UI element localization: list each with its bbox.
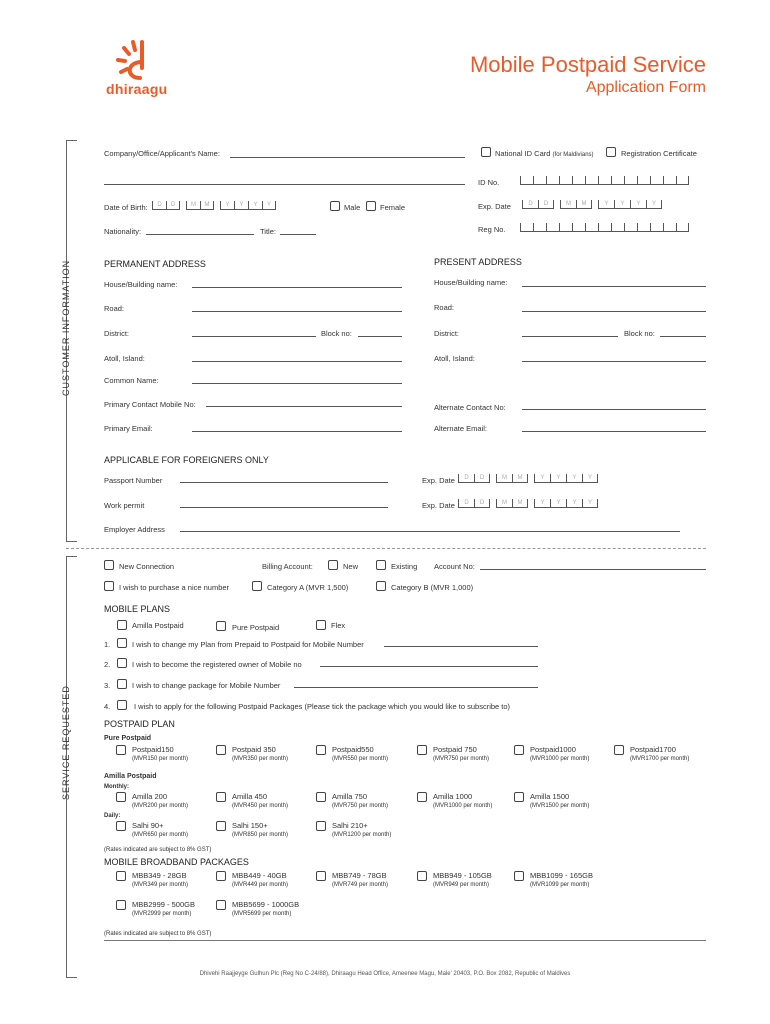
nice-number-checkbox[interactable]: [104, 581, 114, 591]
work-permit-label: Work permit: [104, 501, 145, 510]
new-connection-label: New Connection: [119, 562, 175, 571]
monthly-label: Monthly:: [104, 784, 129, 790]
pure-postpaid-package-checkbox[interactable]: [316, 745, 326, 755]
pure-postpaid-checkbox[interactable]: [216, 621, 226, 631]
female-checkbox[interactable]: [366, 201, 376, 211]
exp-date-label: Exp. Date: [478, 202, 511, 211]
amilla-package-name: Amilla 1500: [530, 792, 570, 801]
billing-new-label: New: [343, 562, 359, 571]
amilla-package-checkbox[interactable]: [316, 792, 326, 802]
salhi-package-checkbox[interactable]: [116, 821, 126, 831]
pure-postpaid-label: Pure Postpaid: [232, 623, 280, 632]
id-no-field[interactable]: [520, 176, 689, 185]
billing-new-checkbox[interactable]: [328, 560, 338, 570]
dob-label: Date of Birth:: [104, 203, 148, 212]
broadband-package-checkbox[interactable]: [216, 900, 226, 910]
option-2-checkbox[interactable]: [117, 658, 127, 668]
pure-postpaid-package-price: (MVR750 per month): [433, 756, 490, 762]
salhi-package-name: Salhi 150+: [232, 821, 268, 830]
amilla-package-checkbox[interactable]: [216, 792, 226, 802]
category-a-label: Category A (MVR 1,500): [267, 583, 349, 592]
pure-postpaid-package-checkbox[interactable]: [216, 745, 226, 755]
amilla-package-price: (MVR1000 per month): [433, 803, 493, 809]
alt-email-field[interactable]: [522, 431, 706, 432]
broadband-package-price: (MVR949 per month): [433, 882, 490, 888]
flex-label: Flex: [331, 621, 346, 630]
national-id-checkbox[interactable]: [481, 147, 491, 157]
amilla-package-price: (MVR750 per month): [332, 803, 389, 809]
category-b-label: Category B (MVR 1,000): [391, 583, 474, 592]
broadband-package-price: (MVR1099 per month): [530, 882, 590, 888]
pres-block-field[interactable]: [660, 336, 706, 337]
reg-no-field[interactable]: [520, 223, 689, 232]
logo: [98, 38, 188, 100]
passport-label: Passport Number: [104, 476, 163, 485]
amilla-package-price: (MVR200 per month): [132, 803, 189, 809]
broadband-package-checkbox[interactable]: [514, 871, 524, 881]
work-permit-field[interactable]: [180, 507, 388, 508]
broadband-gst-note: (Rates indicated are subject to 8% GST): [104, 931, 212, 937]
salhi-package-name: Salhi 210+: [332, 821, 368, 830]
work-permit-exp-field[interactable]: D D M M Y Y Y Y: [458, 499, 598, 508]
pure-postpaid-package-name: Postpaid 350: [232, 745, 276, 754]
mobile-plans-heading: MOBILE PLANS: [104, 604, 171, 614]
amilla-package-checkbox[interactable]: [116, 792, 126, 802]
nationality-field[interactable]: [146, 234, 254, 235]
pure-postpaid-package-checkbox[interactable]: [514, 745, 524, 755]
option-1-label: I wish to change my Plan from Prepaid to Postpaid for Mobile Number: [132, 640, 364, 649]
broadband-package-name: MBB349 - 28GB: [132, 871, 187, 880]
flex-checkbox[interactable]: [316, 620, 326, 630]
broadband-package-price: (MVR449 per month): [232, 882, 289, 888]
perm-block-label: Block no:: [321, 329, 352, 338]
company-name-field[interactable]: [230, 157, 465, 158]
permanent-address-heading: PERMANENT ADDRESS: [104, 259, 206, 269]
pres-district-field[interactable]: [522, 336, 618, 337]
account-no-field[interactable]: [480, 569, 706, 570]
title-field[interactable]: [280, 234, 316, 235]
pure-postpaid-package-price: (MVR1000 per month): [530, 756, 590, 762]
category-b-checkbox[interactable]: [376, 581, 386, 591]
pres-block-label: Block no:: [624, 329, 655, 338]
option-1-field[interactable]: [384, 646, 538, 647]
amilla-postpaid-label: Amilla Postpaid: [132, 621, 184, 630]
pres-road-label: Road:: [434, 303, 455, 312]
work-permit-exp-label: Exp. Date: [422, 501, 455, 510]
employer-address-field[interactable]: [180, 531, 680, 532]
passport-exp-label: Exp. Date: [422, 476, 455, 485]
option-1-number: 1.: [104, 640, 111, 649]
page-subtitle: Application Form: [585, 79, 706, 96]
company-name-label: Company/Office/Applicant's Name:: [104, 149, 220, 158]
postpaid-plan-heading: POSTPAID PLAN: [104, 719, 175, 729]
option-2-field[interactable]: [320, 666, 538, 667]
pure-postpaid-package-price: (MVR1700 per month): [630, 756, 690, 762]
perm-road-label: Road:: [104, 304, 125, 313]
broadband-heading: MOBILE BROADBAND PACKAGES: [104, 857, 249, 867]
broadband-package-checkbox[interactable]: [116, 900, 126, 910]
male-label: Male: [344, 203, 361, 212]
pres-house-label: House/Building name:: [434, 278, 508, 287]
option-2-number: 2.: [104, 660, 111, 669]
pres-house-field[interactable]: [522, 286, 706, 287]
primary-mobile-label: Primary Contact Mobile No:: [104, 400, 196, 409]
daily-label: Daily:: [104, 813, 121, 819]
passport-field[interactable]: [180, 482, 388, 483]
option-3-checkbox[interactable]: [117, 679, 127, 689]
broadband-package-name: MBB949 - 105GB: [433, 871, 492, 880]
perm-road-field[interactable]: [192, 311, 402, 312]
pres-district-label: District:: [434, 329, 459, 338]
option-4-checkbox[interactable]: [117, 700, 127, 710]
option-4-number: 4.: [104, 702, 111, 711]
billing-account-label: Billing Account:: [262, 562, 313, 571]
broadband-package-name: MBB5699 - 1000GB: [232, 900, 300, 909]
salhi-package-name: Salhi 90+: [132, 821, 164, 830]
broadband-package-checkbox[interactable]: [417, 871, 427, 881]
amilla-package-name: Amilla 1000: [433, 792, 473, 801]
id-no-label: ID No.: [478, 178, 500, 187]
broadband-package-checkbox[interactable]: [116, 871, 126, 881]
service-requested-label: SERVICE REQUESTED: [61, 685, 71, 800]
foreigners-heading: APPLICABLE FOR FOREIGNERS ONLY: [104, 455, 269, 465]
account-no-label: Account No:: [434, 562, 475, 571]
billing-existing-label: Existing: [391, 562, 418, 571]
broadband-package-price: (MVR2999 per month): [132, 911, 192, 917]
pure-postpaid-heading: Pure Postpaid: [104, 735, 152, 742]
alt-contact-label: Alternate Contact No:: [434, 403, 506, 412]
category-a-checkbox[interactable]: [252, 581, 262, 591]
postpaid-gst-note: (Rates indicated are subject to 8% GST): [104, 847, 212, 853]
dob-field[interactable]: D D M M Y Y Y Y: [152, 201, 276, 210]
amilla-postpaid-checkbox[interactable]: [117, 620, 127, 630]
bottom-rule: [104, 940, 706, 941]
exp-date-field[interactable]: D D M M Y Y Y Y: [522, 200, 662, 209]
pure-postpaid-package-name: Postpaid1000: [530, 745, 576, 754]
new-connection-checkbox[interactable]: [104, 560, 114, 570]
option-1-checkbox[interactable]: [117, 638, 127, 648]
perm-block-field[interactable]: [358, 336, 402, 337]
pure-postpaid-package-price: (MVR350 per month): [232, 756, 289, 762]
broadband-package-name: MBB749 - 78GB: [332, 871, 387, 880]
pure-postpaid-package-checkbox[interactable]: [614, 745, 624, 755]
nationality-label: Nationality:: [104, 227, 142, 236]
present-address-heading: PRESENT ADDRESS: [434, 257, 522, 267]
pres-road-field[interactable]: [522, 311, 706, 312]
broadband-package-checkbox[interactable]: [316, 871, 326, 881]
salhi-package-price: (MVR850 per month): [232, 832, 289, 838]
company-name-field-2[interactable]: [104, 184, 465, 185]
amilla-package-checkbox[interactable]: [417, 792, 427, 802]
option-2-label: I wish to become the registered owner of Mobile no: [132, 660, 302, 669]
amilla-package-name: Amilla 200: [132, 792, 168, 801]
salhi-package-price: (MVR650 per month): [132, 832, 189, 838]
option-3-label: I wish to change package for Mobile Number: [132, 681, 281, 690]
registration-cert-label: Registration Certificate: [621, 149, 697, 158]
common-name-field[interactable]: [192, 383, 402, 384]
broadband-package-name: MBB449 - 40GB: [232, 871, 287, 880]
pure-postpaid-package-checkbox[interactable]: [417, 745, 427, 755]
page-title: Mobile Postpaid Service: [469, 52, 706, 77]
perm-house-field[interactable]: [192, 287, 402, 288]
amilla-postpaid-heading: Amilla Postpaid: [104, 773, 157, 780]
perm-house-label: House/Building name:: [104, 280, 178, 289]
pure-postpaid-package-checkbox[interactable]: [116, 745, 126, 755]
amilla-package-name: Amilla 750: [332, 792, 368, 801]
pure-postpaid-package-name: Postpaid150: [132, 745, 174, 754]
option-3-number: 3.: [104, 681, 111, 690]
female-label: Female: [380, 203, 406, 212]
pure-postpaid-package-price: (MVR150 per month): [132, 756, 189, 762]
billing-existing-checkbox[interactable]: [376, 560, 386, 570]
alt-email-label: Alternate Email:: [434, 424, 487, 433]
amilla-package-checkbox[interactable]: [514, 792, 524, 802]
common-name-label: Common Name:: [104, 376, 159, 385]
pure-postpaid-package-name: Postpaid550: [332, 745, 374, 754]
male-checkbox[interactable]: [330, 201, 340, 211]
broadband-package-price: (MVR349 per month): [132, 882, 189, 888]
broadband-package-name: MBB1099 - 165GB: [530, 871, 593, 880]
national-id-label: National ID Card (for Maldivians): [495, 149, 594, 158]
pres-atoll-field[interactable]: [522, 361, 706, 362]
perm-district-label: District:: [104, 329, 129, 338]
customer-info-label: CUSTOMER INFORMATION: [61, 259, 71, 396]
primary-email-label: Primary Email:: [104, 424, 153, 433]
section-divider: [66, 548, 706, 549]
salhi-package-checkbox[interactable]: [316, 821, 326, 831]
passport-exp-field[interactable]: D D M M Y Y Y Y: [458, 474, 598, 483]
salhi-package-checkbox[interactable]: [216, 821, 226, 831]
primary-email-field[interactable]: [192, 431, 402, 432]
salhi-package-price: (MVR1200 per month): [332, 832, 392, 838]
pres-atoll-label: Atoll, Island:: [434, 354, 475, 363]
nice-number-label: I wish to purchase a nice number: [119, 583, 230, 592]
registration-cert-checkbox[interactable]: [606, 147, 616, 157]
broadband-package-price: (MVR749 per month): [332, 882, 389, 888]
amilla-package-name: Amilla 450: [232, 792, 268, 801]
pure-postpaid-package-name: Postpaid1700: [630, 745, 676, 754]
reg-no-label: Reg No.: [478, 225, 506, 234]
logo-text: dhiraagu: [106, 81, 168, 97]
pure-postpaid-package-price: (MVR550 per month): [332, 756, 389, 762]
broadband-package-name: MBB2999 - 500GB: [132, 900, 195, 909]
amilla-package-price: (MVR450 per month): [232, 803, 289, 809]
title-label: Title:: [260, 227, 276, 236]
perm-atoll-field[interactable]: [192, 361, 402, 362]
alt-contact-field[interactable]: [522, 409, 706, 410]
perm-atoll-label: Atoll, Island:: [104, 354, 145, 363]
amilla-package-price: (MVR1500 per month): [530, 803, 590, 809]
footer-address: Dhivehi Raajjeyge Gulhun Plc (Reg No C-24/88), Dhiraagu Head Office, Ameeneе Magu, Male' 20403, P.O. Box 2082, Republic of Maldives: [199, 971, 571, 977]
broadband-package-checkbox[interactable]: [216, 871, 226, 881]
option-4-label: I wish to apply for the following Postpaid Packages (Please tick the package which you would like to subscribe to): [134, 702, 511, 711]
pure-postpaid-package-name: Postpaid 750: [433, 745, 477, 754]
dhiraagu-logo-icon: [98, 38, 188, 82]
perm-district-field[interactable]: [192, 336, 316, 337]
option-3-field[interactable]: [294, 687, 538, 688]
primary-mobile-field[interactable]: [206, 406, 402, 407]
employer-address-label: Employer Address: [104, 525, 165, 534]
broadband-package-price: (MVR5699 per month): [232, 911, 292, 917]
